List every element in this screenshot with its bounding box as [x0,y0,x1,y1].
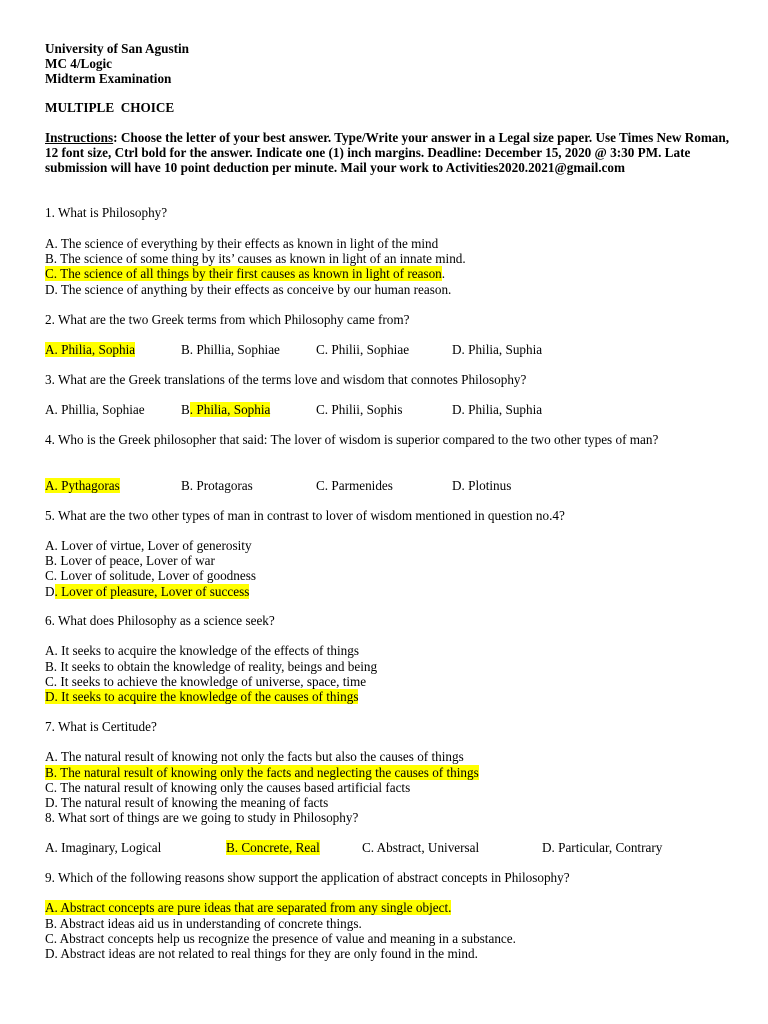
q4-option-d: D. Plotinus [452,478,512,493]
q4-options [45,478,745,493]
q2-option-d: D. Philia, Suphia [452,342,543,357]
q8-option-d: D. Particular, Contrary [542,840,663,855]
question-6-stem: 6. What does Philosophy as a science seek? [45,613,275,628]
q2-option-c: C. Philii, Sophiae [316,342,410,357]
q7-option-b: B. The natural result of knowing only the facts and neglecting the causes of things [45,765,479,780]
q6-option-d: D. It seeks to acquire the knowledge of the causes of things [45,689,359,704]
q1-option-c-tail: . [441,266,446,281]
q8-option-b: B. Concrete, Real [226,840,320,855]
q6-option-a: A. It seeks to acquire the knowledge of the effects of things [45,643,359,658]
question-8-stem: 8. What sort of things are we going to study in Philosophy? [45,810,359,825]
instructions-text: : Choose the letter of your best answer. Type/Write your answer in a Legal size paper. Use Times New Roman, 12 font size, Ctrl bold for the answer. Indicate one (1) inch margins. Deadline: December 15, 2020 @ 3:30 PM. Late submission will have 10 point deduction per minute. Mail your work to Activities2020.2021@gmail.com [45,130,730,175]
question-1-stem: 1. What is Philosophy? [45,205,168,220]
question-2-stem: 2. What are the two Greek terms from which Philosophy came from? [45,312,410,327]
question-4-stem: 4. Who is the Greek philosopher that said: The lover of wisdom is superior compared to the two other types of man? [45,432,659,447]
q3-option-b-highlight: . Philia, Sophia [189,402,271,417]
q5-option-c: C. Lover of solitude, Lover of goodness [45,568,256,583]
q8-option-c: C. Abstract, Universal [362,840,480,855]
document-header [45,41,189,86]
q9-option-a: A. Abstract concepts are pure ideas that are separated from any single object. [45,900,452,915]
course-code: MC 4/Logic [45,56,113,71]
question-3-stem: 3. What are the Greek translations of the terms love and wisdom that connotes Philosophy? [45,372,527,387]
q7-option-c: C. The natural result of knowing only the causes based artificial facts [45,780,411,795]
q8-option-a: A. Imaginary, Logical [45,840,162,855]
q4-option-a: A. Pythagoras [45,478,120,493]
question-5-stem: 5. What are the two other types of man in contrast to lover of wisdom mentioned in question no.4? [45,508,565,523]
q3-option-b-letter: B [181,402,190,417]
q1-option-c-highlight: C. The science of all things by their first causes as known in light of reason [45,266,442,281]
q7-option-a: A. The natural result of knowing not only the facts but also the causes of things [45,749,464,764]
q9-option-d: D. Abstract ideas are not related to real things for they are only found in the mind. [45,946,478,961]
q7-option-b-wrap [45,765,479,780]
q1-option-d: D. The science of anything by their effects as conceive by our human reason. [45,282,452,297]
q4-option-c: C. Parmenides [316,478,393,493]
question-4 [45,432,735,447]
section-title: MULTIPLE CHOICE [45,100,175,115]
q9-option-c: C. Abstract concepts help us recognize the presence of value and meaning in a substance. [45,931,516,946]
university-name: University of San Agustin [45,41,189,56]
q8-options [45,840,745,855]
q3-options [45,402,745,417]
q5-option-d-highlight: . Lover of pleasure, Lover of success [54,584,250,599]
q2-options [45,342,745,357]
q5-option-d-letter: D [45,584,55,599]
q5-option-b: B. Lover of peace, Lover of war [45,553,215,568]
q5-option-a: A. Lover of virtue, Lover of generosity [45,538,252,553]
q1-option-a: A. The science of everything by their effects as known in light of the mind [45,236,439,251]
q9-option-a-wrap [45,900,451,915]
q6-option-b: B. It seeks to obtain the knowledge of reality, beings and being [45,659,378,674]
q1-option-b: B. The science of some thing by its’ causes as known in light of an innate mind. [45,251,466,266]
q3-option-c: C. Philii, Sophis [316,402,403,417]
q3-option-d: D. Philia, Suphia [452,402,543,417]
exam-title: Midterm Examination [45,71,172,86]
q6-option-d-wrap [45,689,358,704]
q6-option-c: C. It seeks to achieve the knowledge of universe, space, time [45,674,367,689]
q7-option-d: D. The natural result of knowing the meaning of facts [45,795,329,810]
q3-option-a: A. Phillia, Sophiae [45,402,145,417]
q5-option-d [45,584,249,599]
instructions [45,130,735,175]
q3-option-b [181,402,270,417]
question-9-stem: 9. Which of the following reasons show support the application of abstract concepts in Philosophy? [45,870,570,885]
question-7-stem: 7. What is Certitude? [45,719,157,734]
instructions-label: Instructions [45,130,114,145]
q4-option-b: B. Protagoras [181,478,253,493]
q9-option-b: B. Abstract ideas aid us in understanding of concrete things. [45,916,362,931]
q1-option-c [45,266,445,281]
q2-option-b: B. Phillia, Sophiae [181,342,280,357]
q2-option-a: A. Philia, Sophia [45,342,136,357]
